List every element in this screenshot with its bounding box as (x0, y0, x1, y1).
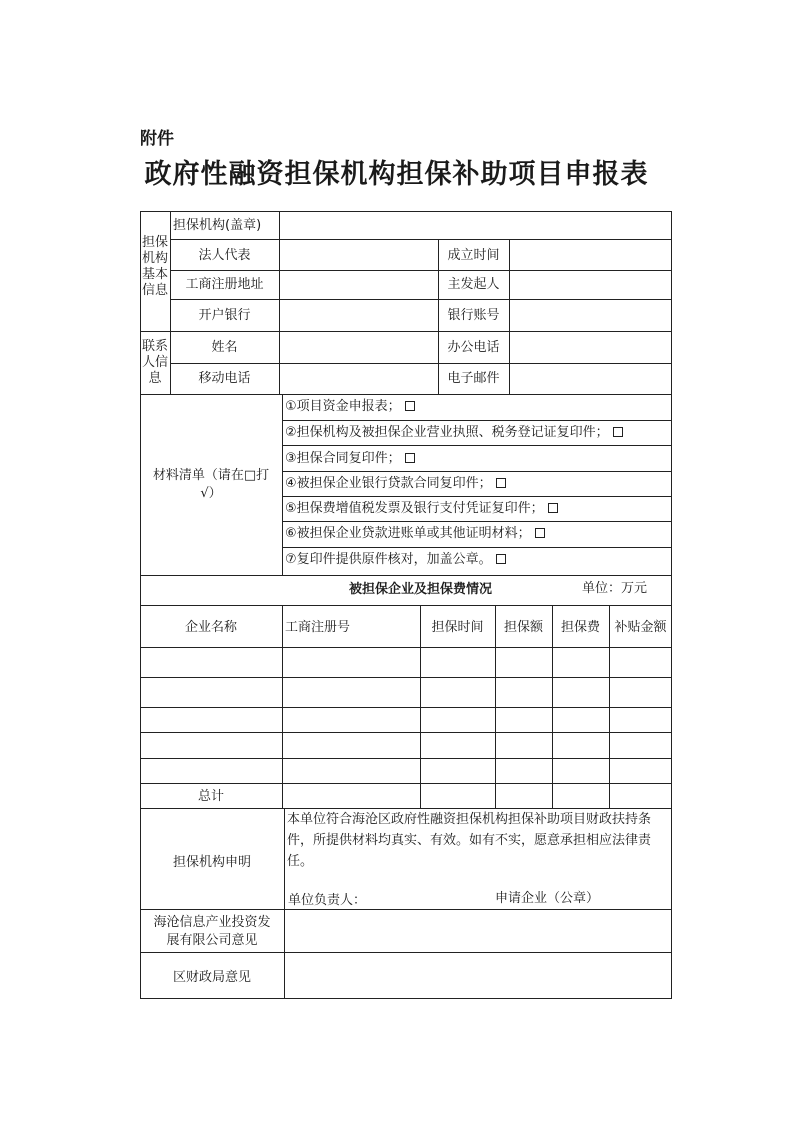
account-label: 银行账号 (447, 308, 500, 323)
checkbox[interactable] (613, 427, 623, 437)
attachment-label: 附件 (140, 129, 174, 149)
material-item[interactable]: ⑦复印件提供原件核对，加盖公章。 (285, 552, 506, 567)
basic-info-group-label: 担保 机构 基本 信息 (141, 235, 168, 298)
checkbox[interactable] (496, 478, 506, 488)
materials-label: 材料清单（请在□打 √） (152, 468, 270, 501)
bank-label: 开户银行 (198, 308, 251, 323)
finance-opinion-label: 区财政局意见 (172, 970, 251, 985)
checkbox[interactable] (405, 453, 415, 463)
unit-label: 单位：万元 (582, 581, 648, 596)
form-title: 政府性融资担保机构担保补助项目申报表 (144, 159, 649, 190)
checkbox[interactable] (548, 503, 558, 513)
haicang-opinion-label: 海沧信息产业投资发 展有限公司意见 (153, 915, 271, 948)
form-grid (140, 211, 672, 999)
col-guarantee-time: 担保时间 (431, 620, 484, 635)
checkbox[interactable] (496, 554, 506, 564)
email-label: 电子邮件 (447, 371, 500, 386)
col-reg-number: 工商注册号 (285, 620, 351, 635)
contact-group-label: 联系 人信 息 (141, 339, 168, 386)
mobile-label: 移动电话 (198, 371, 251, 386)
legal-rep-label: 法人代表 (198, 248, 251, 263)
col-guarantee-amount: 担保额 (503, 620, 543, 635)
sponsor-label: 主发起人 (447, 277, 500, 292)
material-item[interactable]: ⑥被担保企业贷款进账单或其他证明材料； (285, 526, 545, 541)
section-title: 被担保企业及担保费情况 (349, 582, 493, 597)
contact-name-label: 姓名 (211, 340, 238, 355)
material-item[interactable]: ④被担保企业银行贷款合同复印件； (285, 476, 506, 491)
total-label: 总计 (197, 789, 224, 804)
checkbox[interactable] (535, 528, 545, 538)
office-phone-label: 办公电话 (447, 340, 500, 355)
applicant-seal-label: 申请企业（公章） (495, 891, 600, 906)
col-subsidy-amount: 补贴金额 (614, 620, 667, 635)
checkbox[interactable] (405, 401, 415, 411)
material-item[interactable]: ③担保合同复印件； (285, 451, 415, 466)
signer-label: 单位负责人： (288, 893, 367, 908)
col-company-name: 企业名称 (184, 620, 237, 635)
col-guarantee-fee: 担保费 (560, 620, 600, 635)
application-form (140, 211, 672, 999)
founded-label: 成立时间 (447, 248, 500, 263)
material-item[interactable]: ①项目资金申报表； (285, 399, 415, 414)
institution-label: 担保机构(盖章) (173, 218, 262, 233)
declaration-text: 本单位符合海沧区政府性融资担保机构担保补助项目财政扶持条件，所提供材料均真实、有效。如有不实，愿意承担相应法律责任。 (287, 812, 652, 869)
material-item[interactable]: ②担保机构及被担保企业营业执照、税务登记证复印件； (285, 425, 623, 440)
material-item[interactable]: ⑤担保费增值税发票及银行支付凭证复印件； (285, 501, 558, 516)
reg-address-label: 工商注册地址 (185, 277, 264, 292)
declaration-label: 担保机构申明 (172, 855, 251, 870)
